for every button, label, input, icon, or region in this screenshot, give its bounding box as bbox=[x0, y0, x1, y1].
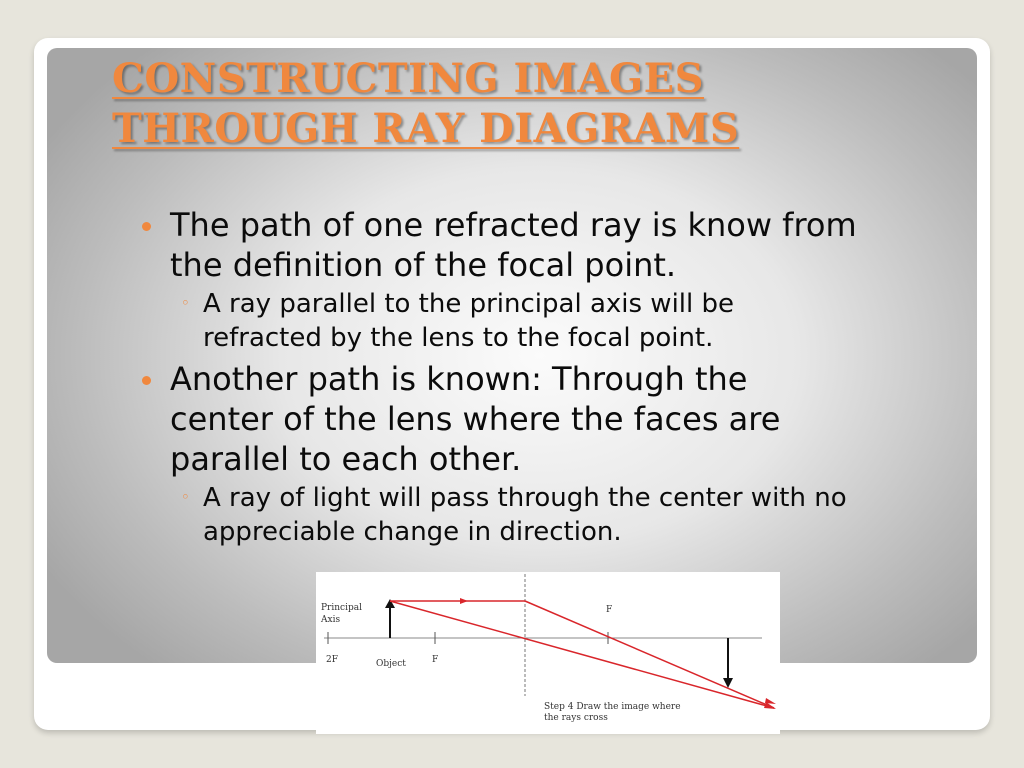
label-object: Object bbox=[376, 659, 406, 669]
ray-diagram bbox=[316, 572, 780, 734]
sub-bullet-1 bbox=[140, 287, 990, 355]
label-f-left: F bbox=[432, 655, 439, 665]
label-step-line-1: Step 4 Draw the image where bbox=[544, 702, 681, 712]
sub-bullet-1-line-2: refracted by the lens to the focal point. bbox=[203, 323, 714, 353]
bullet-2 bbox=[140, 359, 990, 479]
ray-refracted bbox=[525, 601, 774, 708]
ray-arrow-icon bbox=[765, 698, 776, 704]
sub-bullet-2-line-2: appreciable change in direction. bbox=[203, 517, 622, 547]
rays bbox=[390, 601, 774, 708]
ray-diagram-svg bbox=[316, 572, 780, 734]
bullet-2-line-3: parallel to each other. bbox=[170, 440, 522, 478]
label-principal: Principal bbox=[321, 603, 362, 613]
bullet-1-line-1: The path of one refracted ray is know from bbox=[170, 206, 857, 244]
slide-title-line-1: CONSTRUCTING IMAGES bbox=[112, 55, 705, 102]
ray-arrow-icon bbox=[460, 598, 468, 604]
dot-icon bbox=[142, 222, 151, 231]
ring-icon: ◦ bbox=[181, 294, 190, 312]
label-f-right: F bbox=[606, 605, 613, 615]
dot-icon bbox=[142, 376, 151, 385]
label-2f: 2F bbox=[326, 655, 338, 665]
sub-bullet-1-line-1: A ray parallel to the principal axis will be bbox=[203, 289, 735, 319]
bullet-1 bbox=[140, 205, 990, 285]
bullet-2-line-1: Another path is known: Through the bbox=[170, 360, 748, 398]
sub-bullet-2 bbox=[140, 481, 990, 549]
bullet-1-line-2: the definition of the focal point. bbox=[170, 246, 677, 284]
label-step-line-2: the rays cross bbox=[544, 713, 608, 723]
slide-title-line-2: THROUGH RAY DIAGRAMS bbox=[112, 105, 740, 152]
ring-icon: ◦ bbox=[181, 488, 190, 506]
slide-content bbox=[140, 205, 990, 549]
sub-bullet-2-line-1: A ray of light will pass through the center with no bbox=[203, 483, 847, 513]
label-axis: Axis bbox=[321, 615, 341, 625]
bullet-2-line-2: center of the lens where the faces are bbox=[170, 400, 781, 438]
slide-title bbox=[112, 54, 739, 154]
ray-center bbox=[390, 601, 774, 708]
